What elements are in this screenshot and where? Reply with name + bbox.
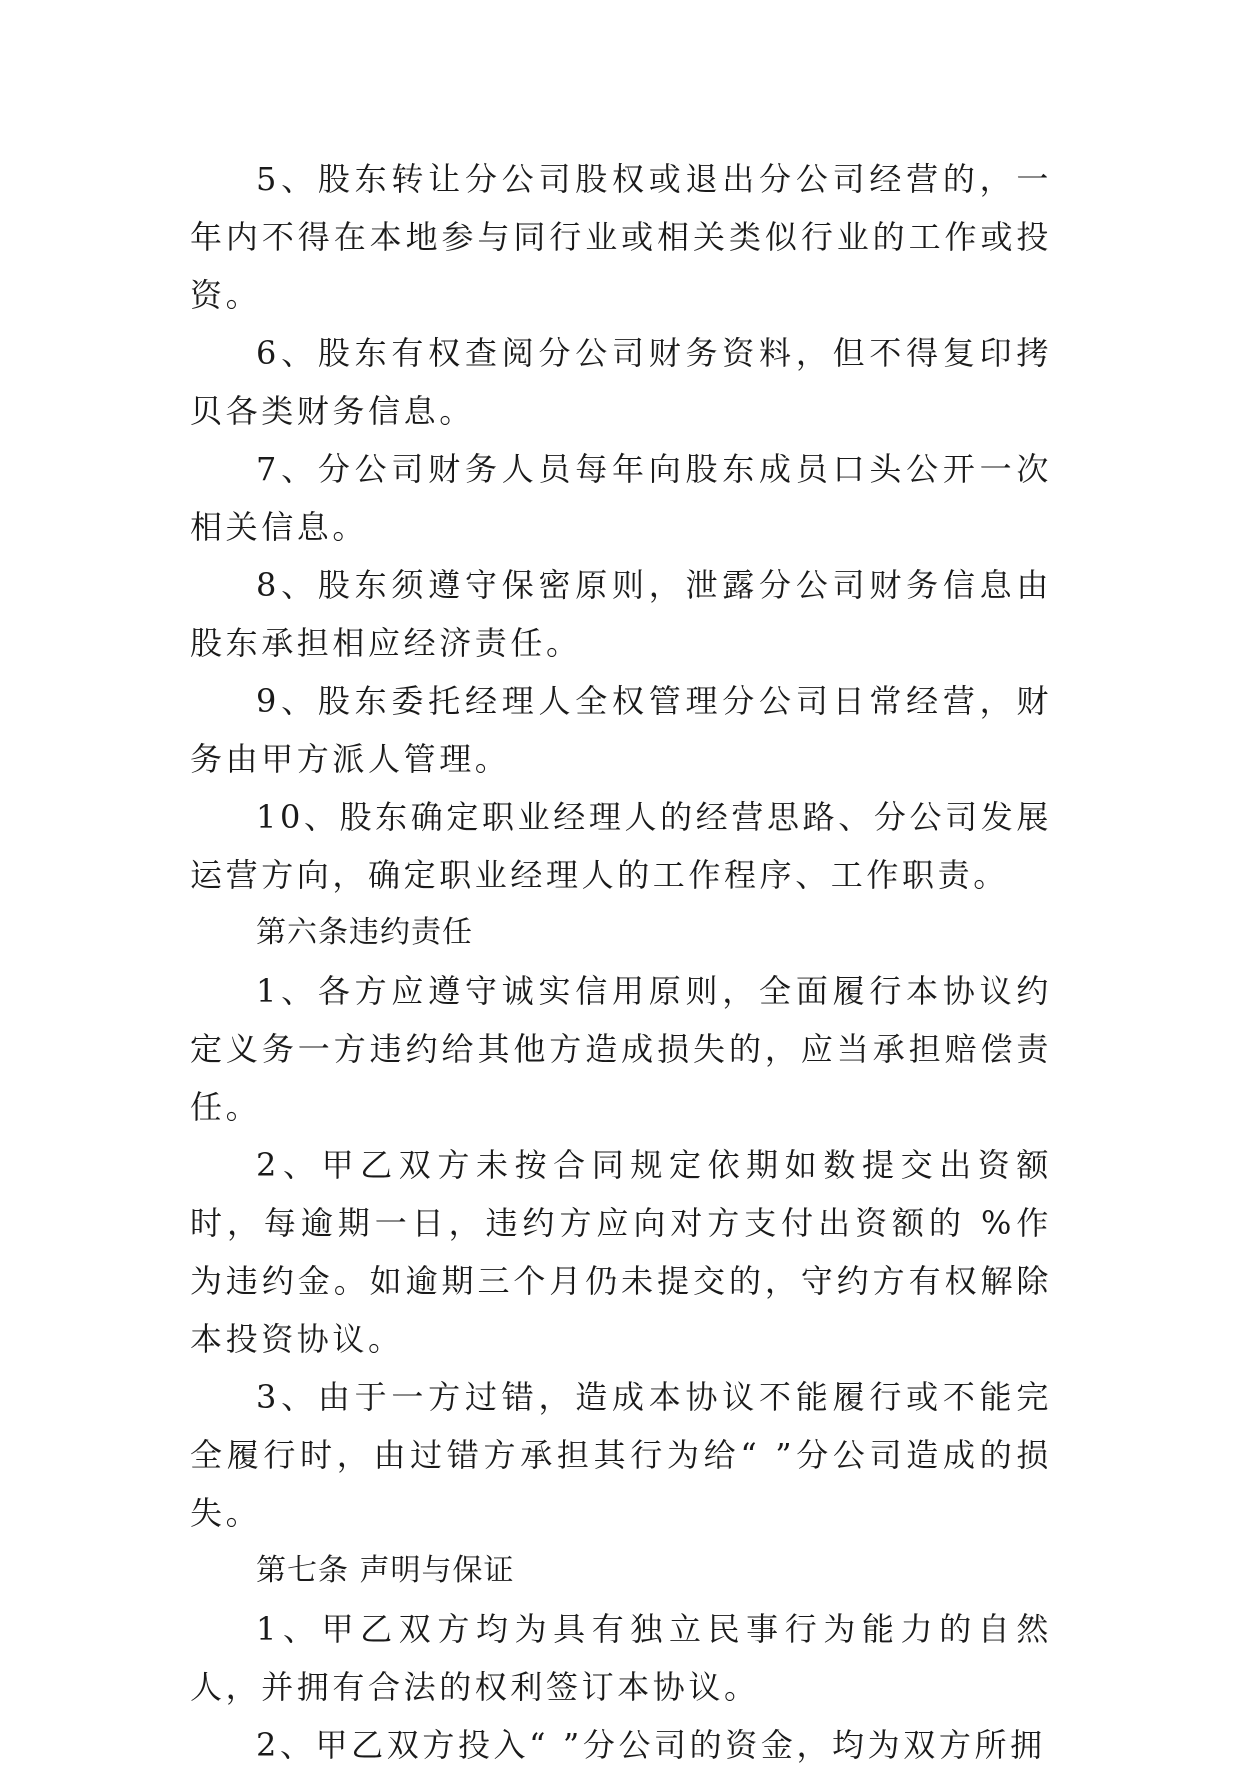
- liability-clause-2-paragraph: 2、甲乙双方未按合同规定依期如数提交出资额时，每逾期一日，违约方应向对方支付出资额的 %作为违约金。如逾期三个月仍未提交的，守约方有权解除本投资协议。: [190, 1146, 1052, 1358]
- clause-9-paragraph: 9、股东委托经理人全权管理分公司日常经营，财务由甲方派人管理。: [190, 682, 1052, 778]
- clause-5-paragraph: 5、股东转让分公司股权或退出分公司经营的，一年内不得在本地参与同行业或相关类似行业的工作或投资。: [190, 160, 1052, 314]
- article-7-heading: 第七条 声明与保证: [256, 1553, 515, 1588]
- liability-clause-1-paragraph: 1、各方应遵守诚实信用原则，全面履行本协议约定义务一方违约给其他方造成损失的，应当承担赔偿责任。: [190, 972, 1052, 1126]
- clause-6-paragraph: 6、股东有权查阅分公司财务资料，但不得复印拷贝各类财务信息。: [190, 334, 1052, 430]
- article-6-heading: 第六条违约责任: [256, 915, 473, 950]
- warranty-clause-2-paragraph: 2、甲乙双方投入“ ”分公司的资金，均为双方所拥: [256, 1726, 1046, 1764]
- document-page: [190, 150, 1052, 1774]
- clause-7-paragraph: 7、分公司财务人员每年向股东成员口头公开一次相关信息。: [190, 450, 1052, 546]
- warranty-clause-1-paragraph: 1、甲乙双方均为具有独立民事行为能力的自然人，并拥有合法的权利签订本协议。: [190, 1610, 1052, 1706]
- liability-clause-3-paragraph: 3、由于一方过错，造成本协议不能履行或不能完全履行时，由过错方承担其行为给“ ”分公司造成的损失。: [190, 1378, 1052, 1532]
- clause-8-paragraph: 8、股东须遵守保密原则，泄露分公司财务信息由股东承担相应经济责任。: [190, 566, 1052, 662]
- clause-10-paragraph: 10、股东确定职业经理人的经营思路、分公司发展运营方向，确定职业经理人的工作程序、工作职责。: [190, 798, 1052, 894]
